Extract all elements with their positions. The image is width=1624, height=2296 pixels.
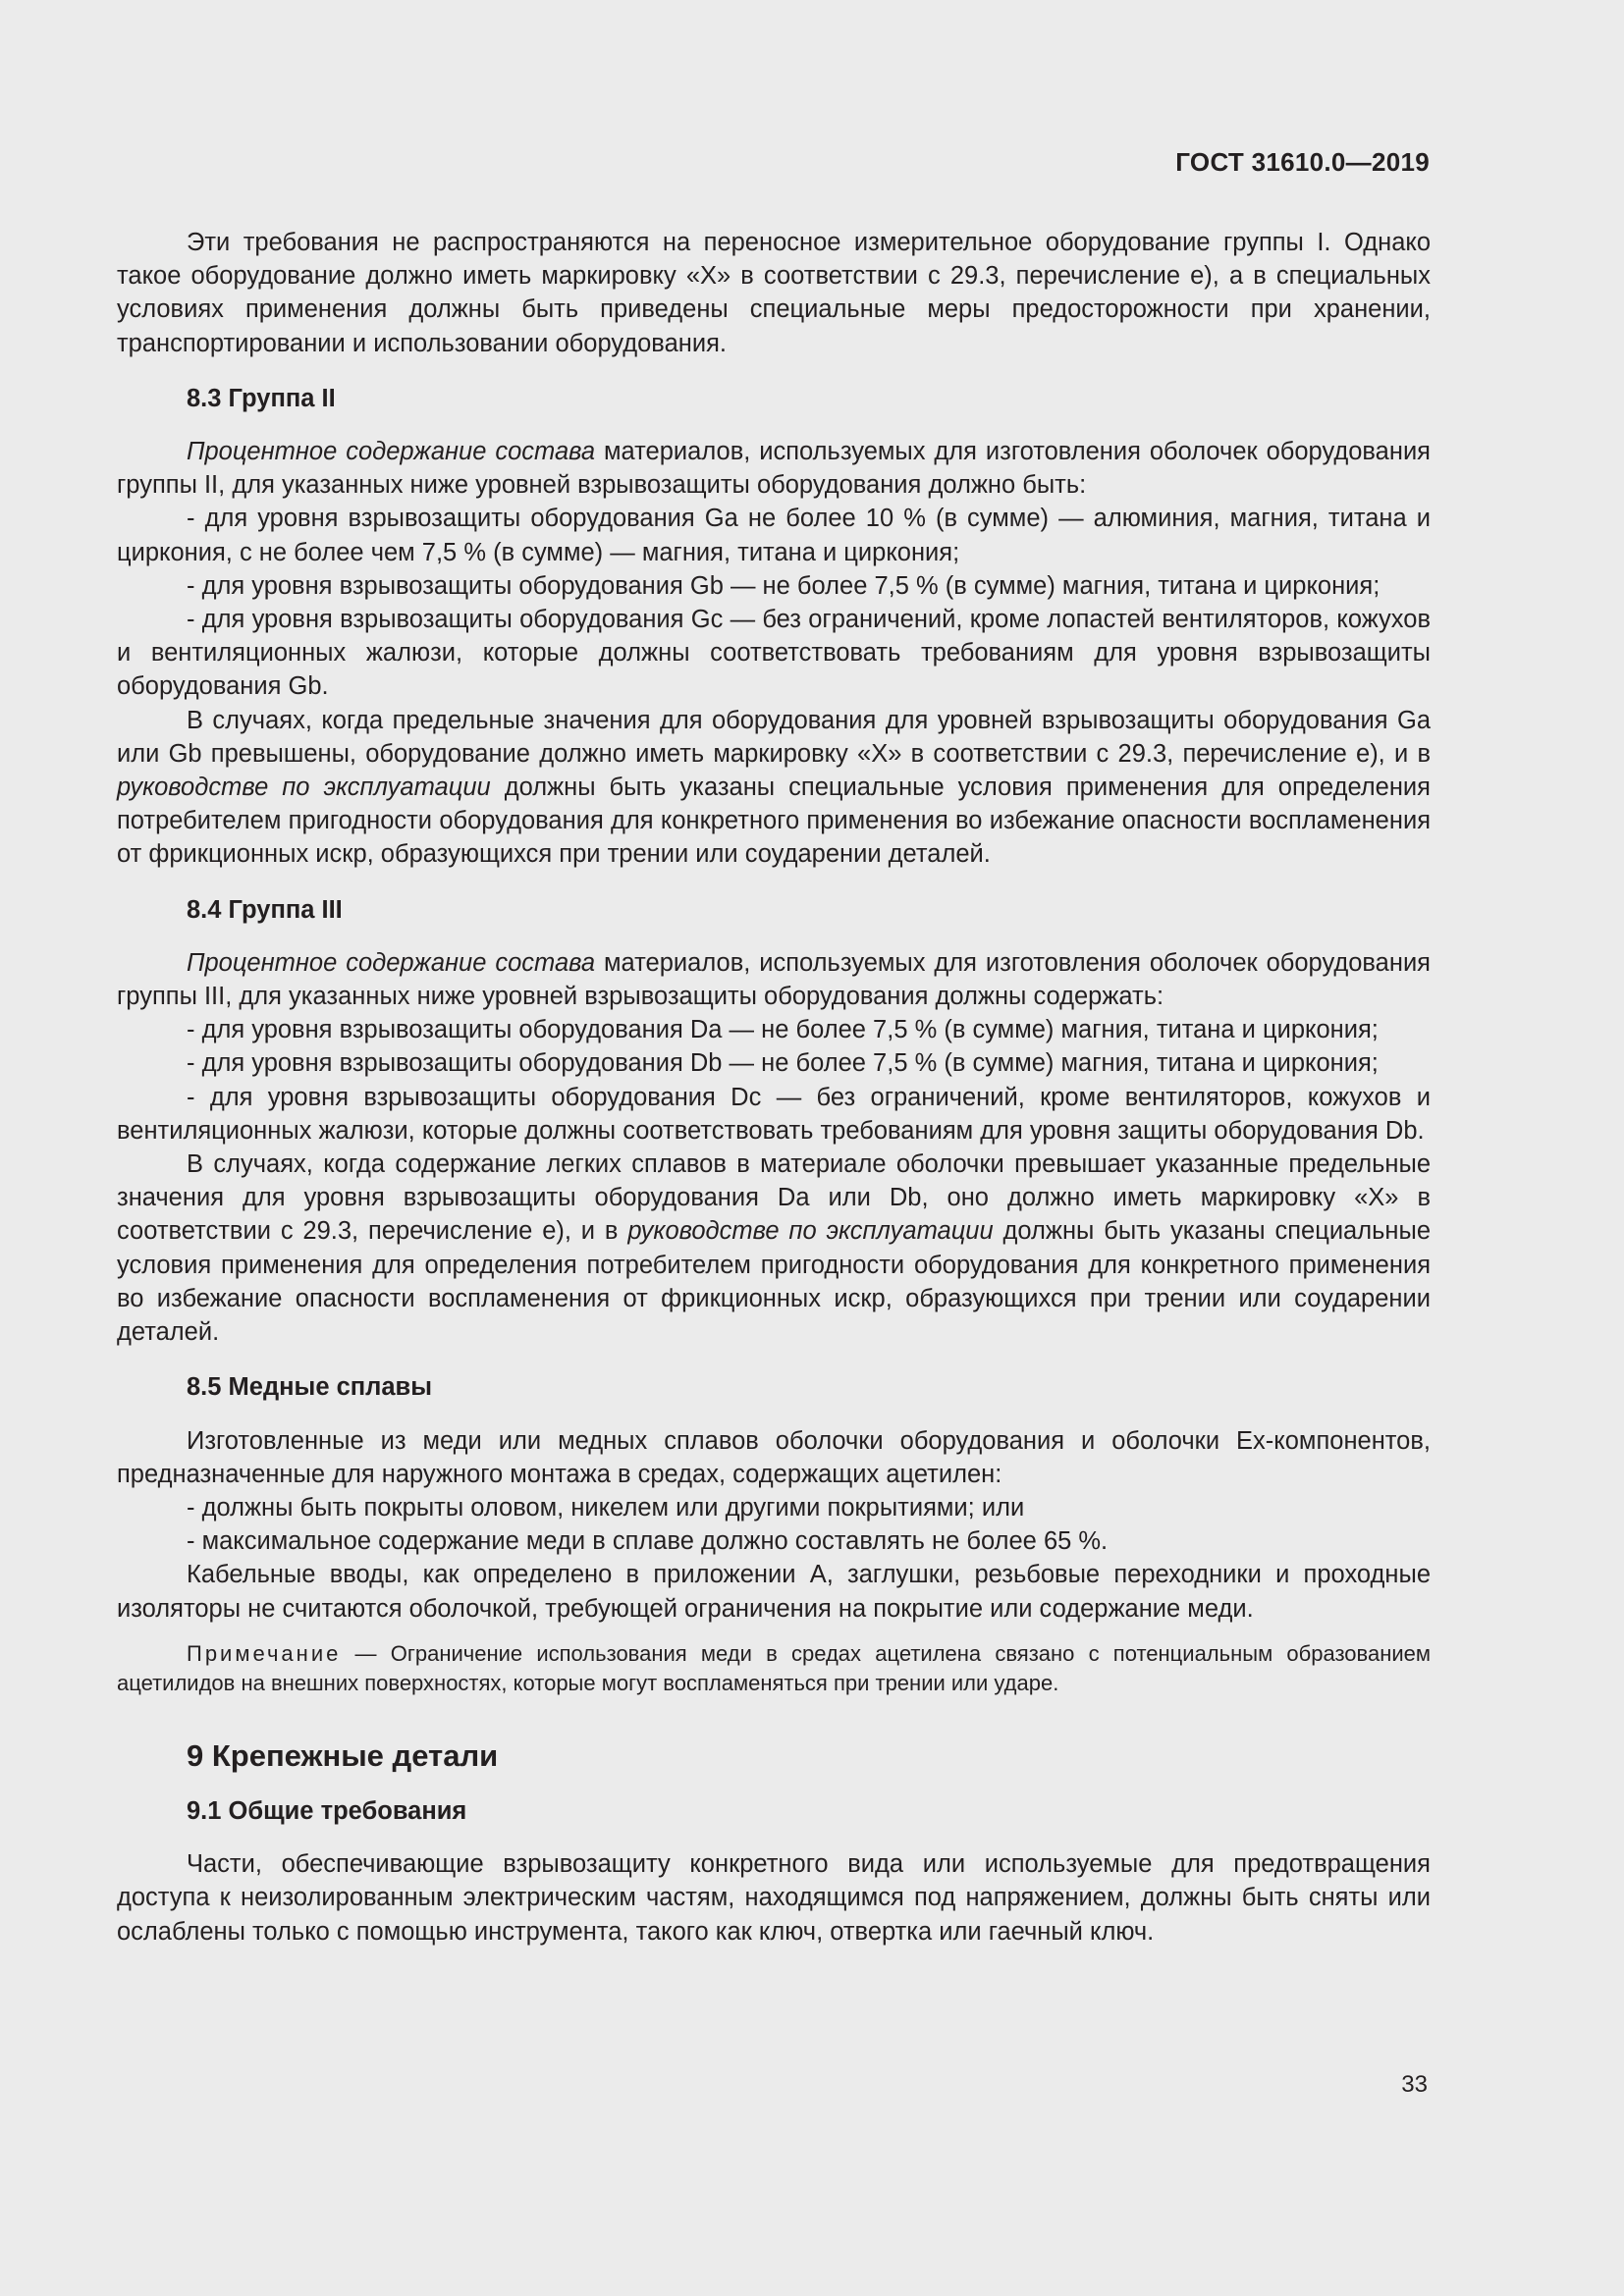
italic-term: Процентное содержание состава bbox=[187, 948, 596, 977]
section-8-4-case bbox=[117, 1148, 1431, 1349]
section-8-3-heading: 8.3 Группа II bbox=[187, 384, 336, 412]
list-item: - для уровня взрывозащиты оборудования Gc — без ограничений, кроме лопастей вентиляторов, кожухов и вентиляционных жалюзи, которые должны соответствовать требованиям для уровня взрывозащиты оборудования Gb. bbox=[117, 606, 1431, 701]
list-item: - для уровня взрывозащиты оборудования Gb — не более 7,5 % (в сумме) магния, титана и циркония; bbox=[187, 571, 1380, 600]
list-item: - для уровня взрывозащиты оборудования Ga не более 10 % (в сумме) — алюминия, магния, титана и циркония, с не более чем 7,5 % (в сумме) — магния, титана и циркония; bbox=[117, 505, 1431, 566]
italic-term: руководстве по эксплуатации bbox=[627, 1217, 994, 1246]
section-8-3-case bbox=[117, 704, 1431, 872]
list-item: - для уровня взрывозащиты оборудования Dc — без ограничений, кроме вентиляторов, кожухов и вентиляционных жалюзи, которые должны соответствовать требованиям для уровня защиты оборудования Db. bbox=[117, 1083, 1431, 1145]
list-item: - для уровня взрывозащиты оборудования Da — не более 7,5 % (в сумме) магния, титана и циркония; bbox=[187, 1016, 1379, 1044]
italic-term: руководстве по эксплуатации bbox=[117, 774, 491, 802]
note-text: — Ограничение использования меди в средах ацетилена связано с потенциальным образованием ацетилидов на внешних поверхностях, которые могут воспламеняться при трении или ударе. bbox=[117, 1640, 1431, 1695]
section-9-heading: 9 Крепежные детали bbox=[187, 1737, 499, 1773]
section-8-4-lead bbox=[117, 946, 1431, 1013]
list-item: - максимальное содержание меди в сплаве должно составлять не более 65 %. bbox=[187, 1527, 1109, 1556]
case-text: В случаях, когда предельные значения для оборудования для уровней взрывозащиты оборудования Ga или Gb превышены, оборудование должно иметь маркировку «X» в соответствии с 29.3, перечисление е), и в bbox=[117, 706, 1431, 768]
case-text: В случаях, когда содержание легких сплавов в материале оболочки превышает указанные предельные значения для уровня взрывозащиты оборудования Da или Db, оно должно иметь маркировку «X» в соответствии с 29.3, перечисление е), и в bbox=[117, 1150, 1431, 1246]
case-text: должны быть указаны специальные условия применения для определения потребителем пригодности оборудования для конкретного применения во избежание опасности воспламенения от фрикционных искр, образующихся при трении или соударении деталей. bbox=[117, 1217, 1431, 1347]
case-text: должны быть указаны специальные условия применения для определения потребителем пригодности оборудования для конкретного применения во избежание опасности воспламенения от фрикционных искр, образующихся при трении или соударении деталей. bbox=[117, 774, 1431, 869]
section-9-1-heading: 9.1 Общие требования bbox=[187, 1796, 467, 1825]
page-number: 33 bbox=[1401, 2071, 1428, 2098]
list-item: - для уровня взрывозащиты оборудования Db — не более 7,5 % (в сумме) магния, титана и циркония; bbox=[187, 1049, 1379, 1078]
section-8-5-heading: 8.5 Медные сплавы bbox=[187, 1373, 433, 1402]
italic-term: Процентное содержание состава bbox=[187, 438, 596, 466]
standard-code: ГОСТ 31610.0—2019 bbox=[1175, 147, 1430, 177]
section-8-4-heading: 8.4 Группа III bbox=[187, 895, 343, 924]
page-body bbox=[117, 226, 1431, 1949]
cable-entries-paragraph: Кабельные вводы, как определено в приложении А, заглушки, резьбовые переходники и проходные изоляторы не считаются оболочкой, требующей ограничения на покрытие или содержание меди. bbox=[117, 1561, 1431, 1623]
list-item: - должны быть покрыты оловом, никелем или другими покрытиями; или bbox=[187, 1493, 1025, 1522]
section-8-5-lead: Изготовленные из меди или медных сплавов оболочки оборудования и оболочки Ex-компонентов, предназначенные для наружного монтажа в средах, содержащих ацетилен: bbox=[117, 1426, 1431, 1488]
section-9-1-paragraph: Части, обеспечивающие взрывозащиту конкретного вида или используемые для предотвращения доступа к неизолированным электрическим частям, находящимся под напряжением, должны быть сняты или ослаблены только с помощью инструмента, такого как ключ, отвертка или гаечный ключ. bbox=[117, 1850, 1431, 1946]
lead-text: материалов, используемых для изготовления оболочек оборудования группы III, для указанных ниже уровней взрывозащиты оборудования должны содержать: bbox=[117, 948, 1431, 1011]
note bbox=[117, 1639, 1431, 1698]
section-8-3-lead bbox=[117, 435, 1431, 502]
lead-text: материалов, используемых для изготовления оболочек оборудования группы II, для указанных ниже уровней взрывозащиты оборудования должно быть: bbox=[117, 438, 1431, 500]
note-label: Примечание bbox=[187, 1640, 342, 1666]
intro-paragraph: Эти требования не распространяются на переносное измерительное оборудование группы I. Однако такое оборудование должно иметь маркировку «X» в соответствии с 29.3, перечисление е), а в специальных условиях применения должны быть приведены специальные меры предосторожности при хранении, транспортировании и использовании оборудования. bbox=[117, 229, 1431, 357]
